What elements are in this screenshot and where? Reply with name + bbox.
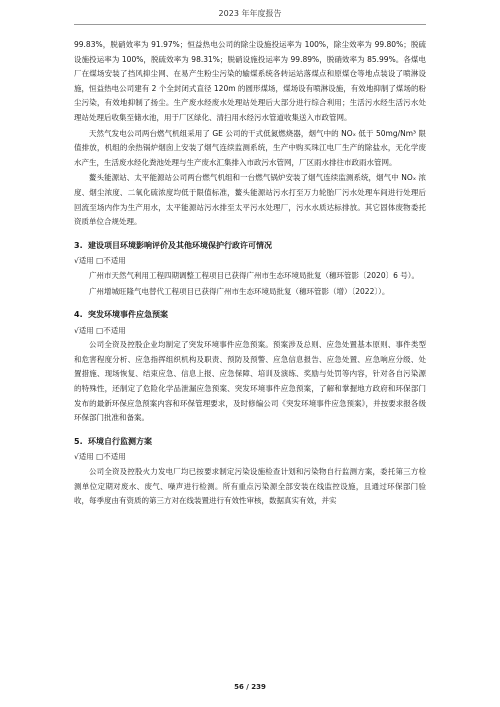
- paragraph-energy-stations: 鳌头能源站、太平能源站公司两台燃气机组和一台燃气锅炉安装了烟气连续监测系统，烟气中 NOₓ 浓度、烟尘浓度、二氧化硫浓度均低于限值标准，鳌头能源站污水打至万力轮胎厂污水处理车间进行处理后回流至场内作为生产用水，太平能源站污水排至太平污水处理厂，污水水质达标排放。其它固体废物委托资质单位合规处理。: [74, 173, 426, 227]
- page-number: 56 / 239: [234, 683, 266, 691]
- section-5-paragraph-1: 公司全资及控股火力发电厂均已按要求制定污染设施检查计划和污染物自行监测方案，委托第三方检测单位定期对废水、废气、噪声进行检测。所有重点污染源全部安装在线监控设施，且通过环保部门验收，每季度由有资质的第三方对在线装置进行有效性审核，数据真实有效，并实: [74, 467, 426, 506]
- page-header: 2023 年年度报告: [218, 9, 282, 18]
- document-body: [74, 38, 426, 510]
- section-4-heading: 突发环境事件应急预案: [88, 310, 168, 320]
- section-3-applicable: √适用 □不适用: [74, 256, 126, 266]
- section-5-applicable: √适用 □不适用: [74, 452, 126, 462]
- section-3-title: [74, 239, 426, 254]
- section-3-paragraph-1: 广州市天然气利用工程四期调整工程项目已获得广州市生态环境局批复（穗环管影〔2020〕6 号）。: [89, 270, 419, 280]
- section-4-title: [74, 308, 426, 323]
- section-3-heading: 建设项目环境影响评价及其他环境保护行政许可情况: [88, 240, 272, 250]
- paragraph-gas-power: 天然气发电公司两台燃气机组采用了 GE 公司的干式低氮燃烧器，烟气中的 NOₓ 低于 50mg/Nm³ 限值排放，机组的余热锅炉烟囱上安装了烟气连续监测系统，生产中购买珠江电厂生产的除盐水，无化学废水产生，生活废水经化粪池处理与生产废水汇集排入市政污水管网，厂区雨水排往市政雨水管网。: [74, 128, 426, 167]
- section-5-heading: 环境自行监测方案: [88, 436, 152, 446]
- section-3-paragraph-2: 广州增城旺隆气电替代工程项目已获得广州市生态环境局批复（穗环管影（增）〔2022〕）。: [89, 286, 390, 296]
- section-4-number: 4.: [74, 310, 83, 320]
- section-3-number: 3.: [74, 240, 83, 250]
- section-5-number: 5.: [74, 436, 83, 446]
- section-5-title: [74, 435, 426, 450]
- paragraph-emission-efficiency: 99.83%，脱硝效率为 91.97%；恒益热电公司的除尘设施投运率为 100%，除尘效率为 99.80%；脱硫设施投运率为 100%，脱硫效率为 98.31%；脱硝设施投运率为 99.89%，脱硝效率为 85.99%。各煤电厂在煤场安装了挡风抑尘网、在易产生粉尘污染的输煤系统各转运站落煤点和原煤仓等地点装设了喷淋设施，恒益热电公司建有 2 个全封闭式直径 120m 的圆形煤场，煤场设有喷淋设施，有效地抑制了煤场的粉尘污染，有效地抑制了扬尘。生产废水经废水处理站处理后大部分进行综合利用；生活污水经生活污水处理站处理后收集至储水池，用于厂区绿化、清扫用水经污水管道收集送入市政管网。: [74, 40, 426, 122]
- section-4-paragraph-1: 公司全资及控股企业均制定了突发环境事件应急预案。预案涉及总则、应急处置基本原则、事件类型和危害程度分析、应急指挥组织机构及职责、预防及预警、应急信息报告、应急处置、应急响应分级、处置措施、现场恢复、结束应急、信息上报、应急保障、培训及演练、奖励与处罚等内容，针对各自污染源的特殊性，还制定了危险化学品泄漏应急预案、突发环境事件应急预案，了解和掌握地方政府和环保部门发布的最新环保应急预案内容和环保管理要求，及时修编公司《突发环境事件应急预案》，并按要求报各级环保部门批准和备案。: [74, 340, 426, 423]
- section-4-applicable: √适用 □不适用: [74, 325, 126, 335]
- header-rule: [74, 24, 426, 25]
